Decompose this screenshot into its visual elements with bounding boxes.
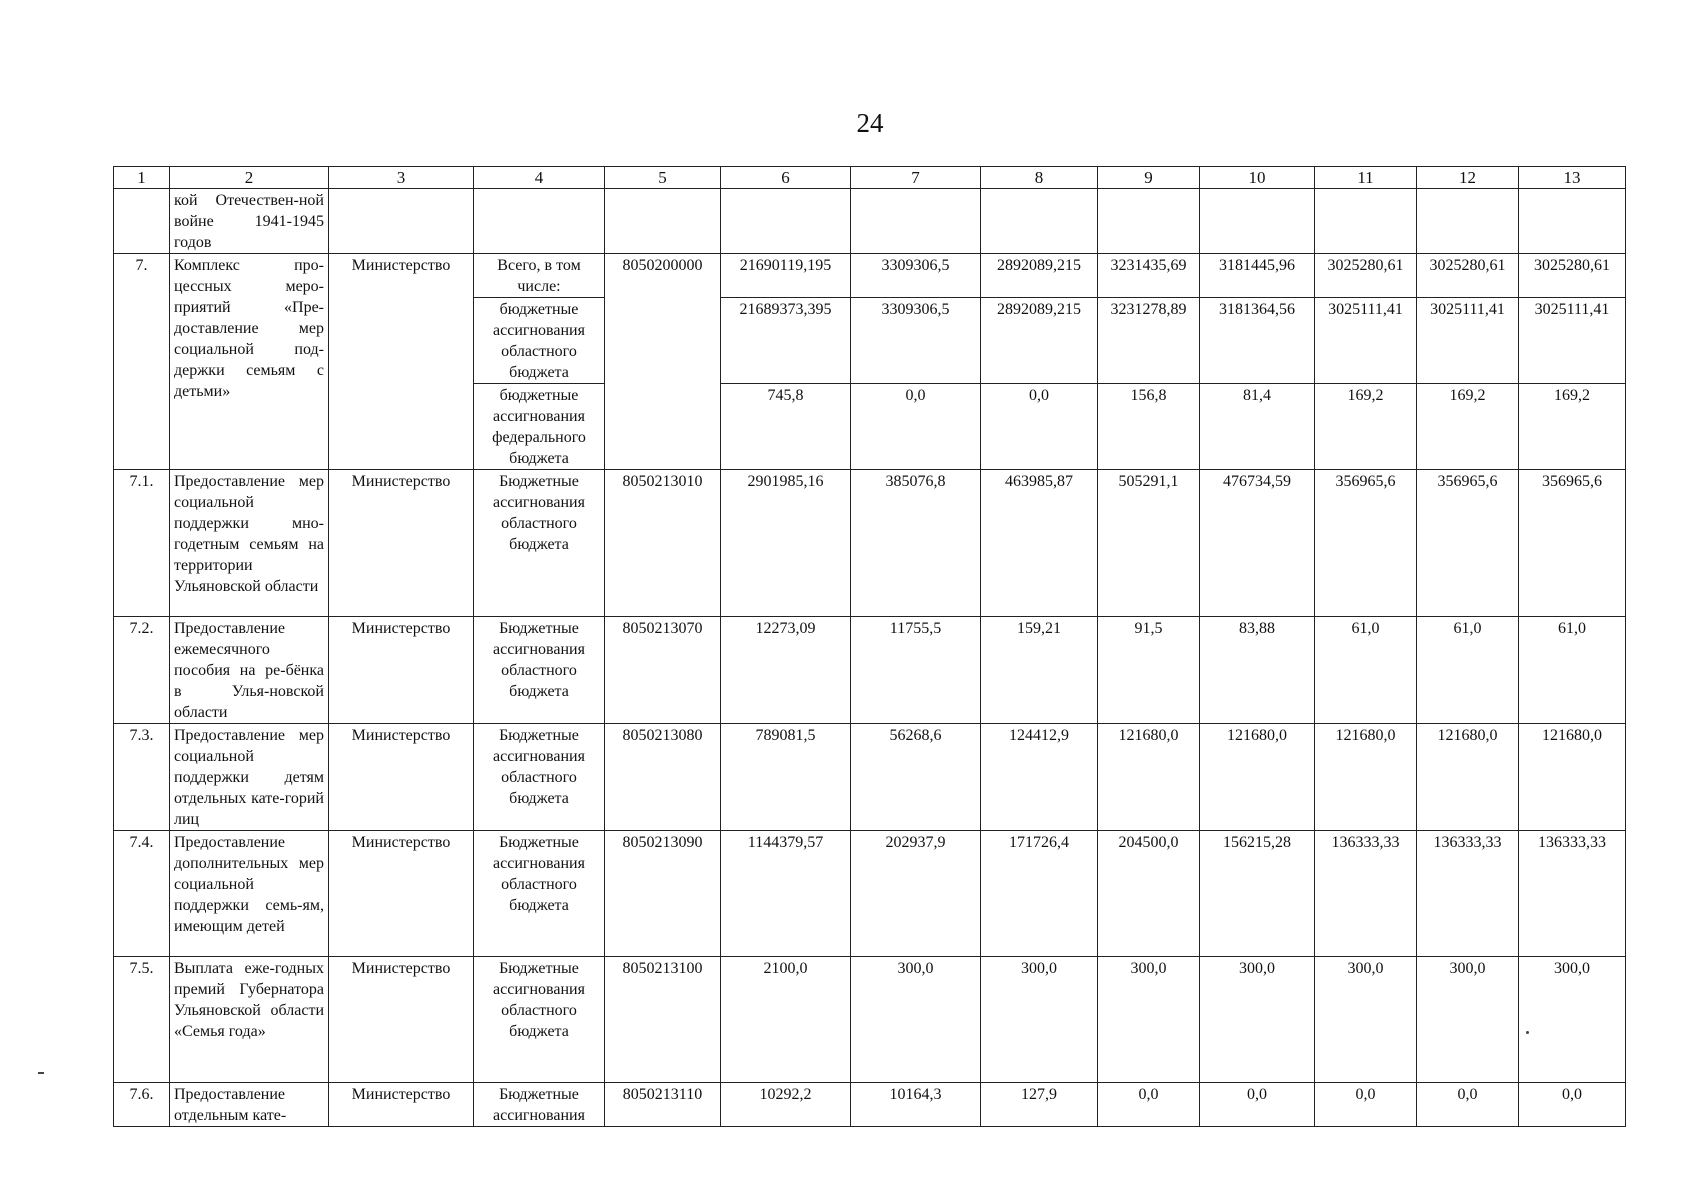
- row-number-cell: 7.2.: [114, 617, 170, 724]
- value-cell: 3181364,56: [1200, 298, 1315, 384]
- executor-cell: Министерство: [329, 1083, 474, 1127]
- executor-cell: Министерство: [329, 470, 474, 617]
- col-header: 9: [1098, 167, 1200, 189]
- value-cell: 300,0: [981, 957, 1098, 1083]
- continuation-row: [114, 189, 1626, 254]
- value-cell: 21689373,395: [721, 298, 851, 384]
- value-cell: 121680,0: [1519, 724, 1626, 831]
- page-number: 24: [856, 108, 884, 138]
- col-header: 1: [114, 167, 170, 189]
- value-cell: 2100,0: [721, 957, 851, 1083]
- value-cell: 1144379,57: [721, 831, 851, 957]
- value-cell: 61,0: [1417, 617, 1519, 724]
- column-numbers-row: [114, 167, 1626, 189]
- col-header: 3: [329, 167, 474, 189]
- code-cell: [605, 189, 721, 254]
- value-cell: 136333,33: [1519, 831, 1626, 957]
- table-row: [114, 957, 1626, 1083]
- value-cell: 121680,0: [1200, 724, 1315, 831]
- value-cell: 0,0: [1417, 1083, 1519, 1127]
- value-cell: 745,8: [721, 384, 851, 470]
- value-cell: [1200, 189, 1315, 254]
- value-cell: 91,5: [1098, 617, 1200, 724]
- value-cell: 159,21: [981, 617, 1098, 724]
- value-cell: [1315, 189, 1417, 254]
- code-cell: 8050213080: [605, 724, 721, 831]
- table-row: [114, 1083, 1626, 1127]
- value-cell: 169,2: [1417, 384, 1519, 470]
- value-cell: 3025111,41: [1315, 298, 1417, 384]
- value-cell: 789081,5: [721, 724, 851, 831]
- value-cell: 2892089,215: [981, 298, 1098, 384]
- col-header: 12: [1417, 167, 1519, 189]
- value-cell: [1519, 189, 1626, 254]
- value-cell: 3309306,5: [851, 254, 981, 298]
- col-header: 11: [1315, 167, 1417, 189]
- measure-name-cell: кой Отечествен-ной войне 1941-1945 годов: [170, 189, 329, 254]
- executor-cell: [329, 189, 474, 254]
- scan-artifact-mark: [38, 1072, 44, 1074]
- value-cell: 3181445,96: [1200, 254, 1315, 298]
- value-cell: 3025280,61: [1417, 254, 1519, 298]
- source-cell: Бюджетные ассигнования: [474, 1083, 605, 1127]
- value-cell: 2901985,16: [721, 470, 851, 617]
- value-cell: 3025111,41: [1417, 298, 1519, 384]
- value-cell: 385076,8: [851, 470, 981, 617]
- scan-artifact-dot: [1526, 1031, 1529, 1034]
- col-header: 5: [605, 167, 721, 189]
- row-number-cell: [114, 189, 170, 254]
- source-cell: Бюджетные ассигнования областного бюджета: [474, 957, 605, 1083]
- col-header: 2: [170, 167, 329, 189]
- col-header: 10: [1200, 167, 1315, 189]
- source-cell: Бюджетные ассигнования областного бюджета: [474, 831, 605, 957]
- value-cell: 300,0: [1098, 957, 1200, 1083]
- measure-name-cell: Предоставление мер социальной поддержки мно-годетным семьям на территории Ульяновской области: [170, 470, 329, 617]
- executor-cell: Министерство: [329, 617, 474, 724]
- value-cell: 0,0: [1200, 1083, 1315, 1127]
- value-cell: 169,2: [1519, 384, 1626, 470]
- value-cell: 121680,0: [1315, 724, 1417, 831]
- value-cell: 83,88: [1200, 617, 1315, 724]
- value-cell: [981, 189, 1098, 254]
- value-cell: 136333,33: [1417, 831, 1519, 957]
- row-number-cell: 7.1.: [114, 470, 170, 617]
- table-row: [114, 470, 1626, 617]
- value-cell: [1417, 189, 1519, 254]
- value-cell: 127,9: [981, 1083, 1098, 1127]
- col-header: 4: [474, 167, 605, 189]
- value-cell: 3025280,61: [1519, 254, 1626, 298]
- value-cell: 3309306,5: [851, 298, 981, 384]
- measure-name-cell: Выплата еже-годных премий Губернатора Ульяновской области «Семья года»: [170, 957, 329, 1083]
- value-cell: 156215,28: [1200, 831, 1315, 957]
- table-row: [114, 617, 1626, 724]
- row-number-cell: 7.6.: [114, 1083, 170, 1127]
- measure-name-cell: Предоставление отдельным кате-: [170, 1083, 329, 1127]
- group-total-row: [114, 254, 1626, 298]
- source-cell: Бюджетные ассигнования областного бюджета: [474, 470, 605, 617]
- value-cell: 0,0: [851, 384, 981, 470]
- col-header: 8: [981, 167, 1098, 189]
- code-cell: 8050213110: [605, 1083, 721, 1127]
- col-header: 6: [721, 167, 851, 189]
- value-cell: 356965,6: [1315, 470, 1417, 617]
- value-cell: 202937,9: [851, 831, 981, 957]
- measure-name-cell: Комплекс про-цессных меро-приятий «Пре-доставление мер социальной под-держки семьям с детьми»: [170, 254, 329, 470]
- row-number-cell: 7.4.: [114, 831, 170, 957]
- value-cell: 81,4: [1200, 384, 1315, 470]
- value-cell: 356965,6: [1519, 470, 1626, 617]
- row-number-cell: 7.: [114, 254, 170, 470]
- col-header: 13: [1519, 167, 1626, 189]
- code-cell: 8050213070: [605, 617, 721, 724]
- budget-table: [113, 166, 1626, 1127]
- value-cell: 300,0: [1417, 957, 1519, 1083]
- value-cell: 61,0: [1519, 617, 1626, 724]
- table-row: [114, 831, 1626, 957]
- value-cell: 61,0: [1315, 617, 1417, 724]
- code-cell: 8050200000: [605, 254, 721, 470]
- source-cell: Всего, в том числе:: [474, 254, 605, 298]
- source-cell: бюджетные ассигнования федерального бюджета: [474, 384, 605, 470]
- value-cell: 21690119,195: [721, 254, 851, 298]
- value-cell: 0,0: [1519, 1083, 1626, 1127]
- code-cell: 8050213100: [605, 957, 721, 1083]
- value-cell: 300,0: [1315, 957, 1417, 1083]
- value-cell: 10292,2: [721, 1083, 851, 1127]
- value-cell: 121680,0: [1417, 724, 1519, 831]
- value-cell: 3025280,61: [1315, 254, 1417, 298]
- value-cell: 3025111,41: [1519, 298, 1626, 384]
- value-cell: 356965,6: [1417, 470, 1519, 617]
- value-cell: 476734,59: [1200, 470, 1315, 617]
- value-cell: 204500,0: [1098, 831, 1200, 957]
- value-cell: 2892089,215: [981, 254, 1098, 298]
- measure-name-cell: Предоставление мер социальной поддержки детям отдельных кате-горий лиц: [170, 724, 329, 831]
- code-cell: 8050213090: [605, 831, 721, 957]
- value-cell: 0,0: [1098, 1083, 1200, 1127]
- source-cell: Бюджетные ассигнования областного бюджета: [474, 724, 605, 831]
- executor-cell: Министерство: [329, 724, 474, 831]
- value-cell: 12273,09: [721, 617, 851, 724]
- source-cell: Бюджетные ассигнования областного бюджета: [474, 617, 605, 724]
- value-cell: 124412,9: [981, 724, 1098, 831]
- executor-cell: Министерство: [329, 957, 474, 1083]
- row-number-cell: 7.5.: [114, 957, 170, 1083]
- col-header: 7: [851, 167, 981, 189]
- value-cell: [721, 189, 851, 254]
- value-cell: 136333,33: [1315, 831, 1417, 957]
- value-cell: 3231278,89: [1098, 298, 1200, 384]
- executor-cell: Министерство: [329, 831, 474, 957]
- value-cell: [851, 189, 981, 254]
- value-cell: 56268,6: [851, 724, 981, 831]
- value-cell: 300,0: [851, 957, 981, 1083]
- executor-cell: Министерство: [329, 254, 474, 470]
- source-cell: [474, 189, 605, 254]
- value-cell: 121680,0: [1098, 724, 1200, 831]
- value-cell: 300,0: [1200, 957, 1315, 1083]
- source-cell: бюджетные ассигнования областного бюджета: [474, 298, 605, 384]
- value-cell: 505291,1: [1098, 470, 1200, 617]
- value-cell: 3231435,69: [1098, 254, 1200, 298]
- value-cell: 169,2: [1315, 384, 1417, 470]
- value-cell: 11755,5: [851, 617, 981, 724]
- value-cell: 300,0: [1519, 957, 1626, 1083]
- measure-name-cell: Предоставление дополнительных мер социальной поддержки семь-ям, имеющим детей: [170, 831, 329, 957]
- table-row: [114, 724, 1626, 831]
- value-cell: 0,0: [1315, 1083, 1417, 1127]
- value-cell: 463985,87: [981, 470, 1098, 617]
- value-cell: 10164,3: [851, 1083, 981, 1127]
- value-cell: 0,0: [981, 384, 1098, 470]
- code-cell: 8050213010: [605, 470, 721, 617]
- value-cell: [1098, 189, 1200, 254]
- value-cell: 171726,4: [981, 831, 1098, 957]
- row-number-cell: 7.3.: [114, 724, 170, 831]
- value-cell: 156,8: [1098, 384, 1200, 470]
- measure-name-cell: Предоставление ежемесячного пособия на ре-бёнка в Улья-новской области: [170, 617, 329, 724]
